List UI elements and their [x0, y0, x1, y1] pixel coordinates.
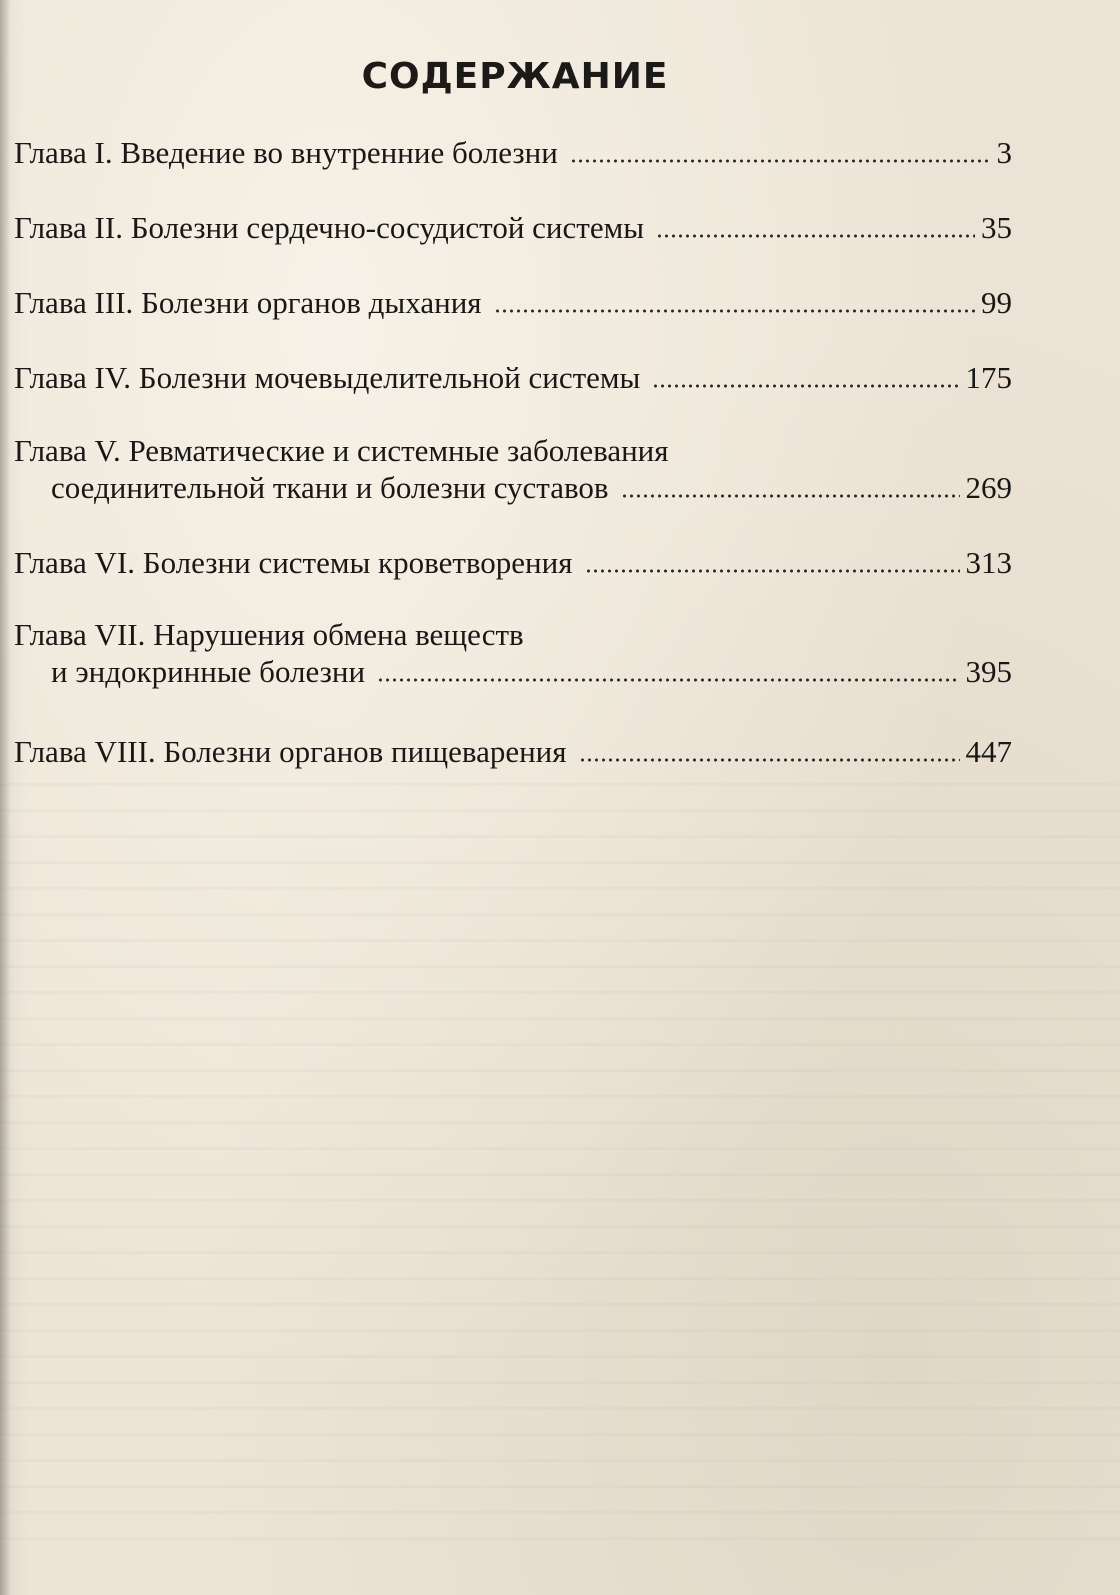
dot-leader [579, 757, 960, 763]
toc-entry-4 [14, 359, 1012, 396]
toc-page-number: 313 [965, 545, 1012, 580]
dot-leader [652, 383, 959, 389]
toc-page-number: 395 [965, 654, 1012, 689]
toc-row [14, 469, 1012, 506]
toc-row [14, 733, 1012, 770]
toc-row [14, 284, 1012, 321]
toc-title: Глава II. Болезни сердечно-сосудистой системы [14, 210, 645, 245]
toc-title: Глава VIII. Болезни органов пищеварения [14, 734, 567, 769]
dot-leader [494, 308, 975, 314]
dot-leader [656, 233, 975, 239]
toc-entry-7 [14, 616, 1012, 690]
toc-page-number: 269 [965, 470, 1012, 505]
toc-entry-1 [14, 134, 1012, 171]
toc-title: Глава III. Болезни органов дыхания [14, 285, 482, 320]
dot-leader [585, 568, 960, 574]
toc-page-number: 35 [981, 210, 1012, 245]
toc-entry-3 [14, 284, 1012, 321]
toc-row [14, 209, 1012, 246]
page-title: СОДЕРЖАНИЕ [361, 56, 669, 97]
toc-entry-5 [14, 432, 1012, 506]
toc-row [14, 544, 1012, 581]
toc-title: Глава VII. Нарушения обмена веществ [14, 617, 524, 652]
toc-title: Глава VI. Болезни системы кроветворения [14, 545, 573, 580]
show-through-texture [0, 780, 1120, 1540]
dot-leader [621, 493, 960, 499]
toc-row [14, 134, 1012, 171]
dot-leader [377, 677, 959, 683]
toc-title: Глава V. Ревматические и системные заболевания [14, 433, 669, 468]
toc-entry-8 [14, 733, 1012, 770]
toc-page-number: 447 [965, 734, 1012, 769]
toc-title: Глава IV. Болезни мочевыделительной системы [14, 360, 641, 395]
toc-entry-2 [14, 209, 1012, 246]
toc-row [14, 359, 1012, 396]
toc-entry-6 [14, 544, 1012, 581]
toc-page-number: 99 [981, 285, 1012, 320]
toc-row [14, 653, 1012, 690]
toc-title: Глава I. Введение во внутренние болезни [14, 135, 558, 170]
toc-title-continued: соединительной ткани и болезни суставов [51, 470, 609, 505]
toc-title-continued: и эндокринные болезни [51, 654, 366, 689]
dot-leader [570, 158, 991, 164]
toc-page-number: 3 [996, 135, 1012, 170]
toc-page-number: 175 [965, 360, 1012, 395]
